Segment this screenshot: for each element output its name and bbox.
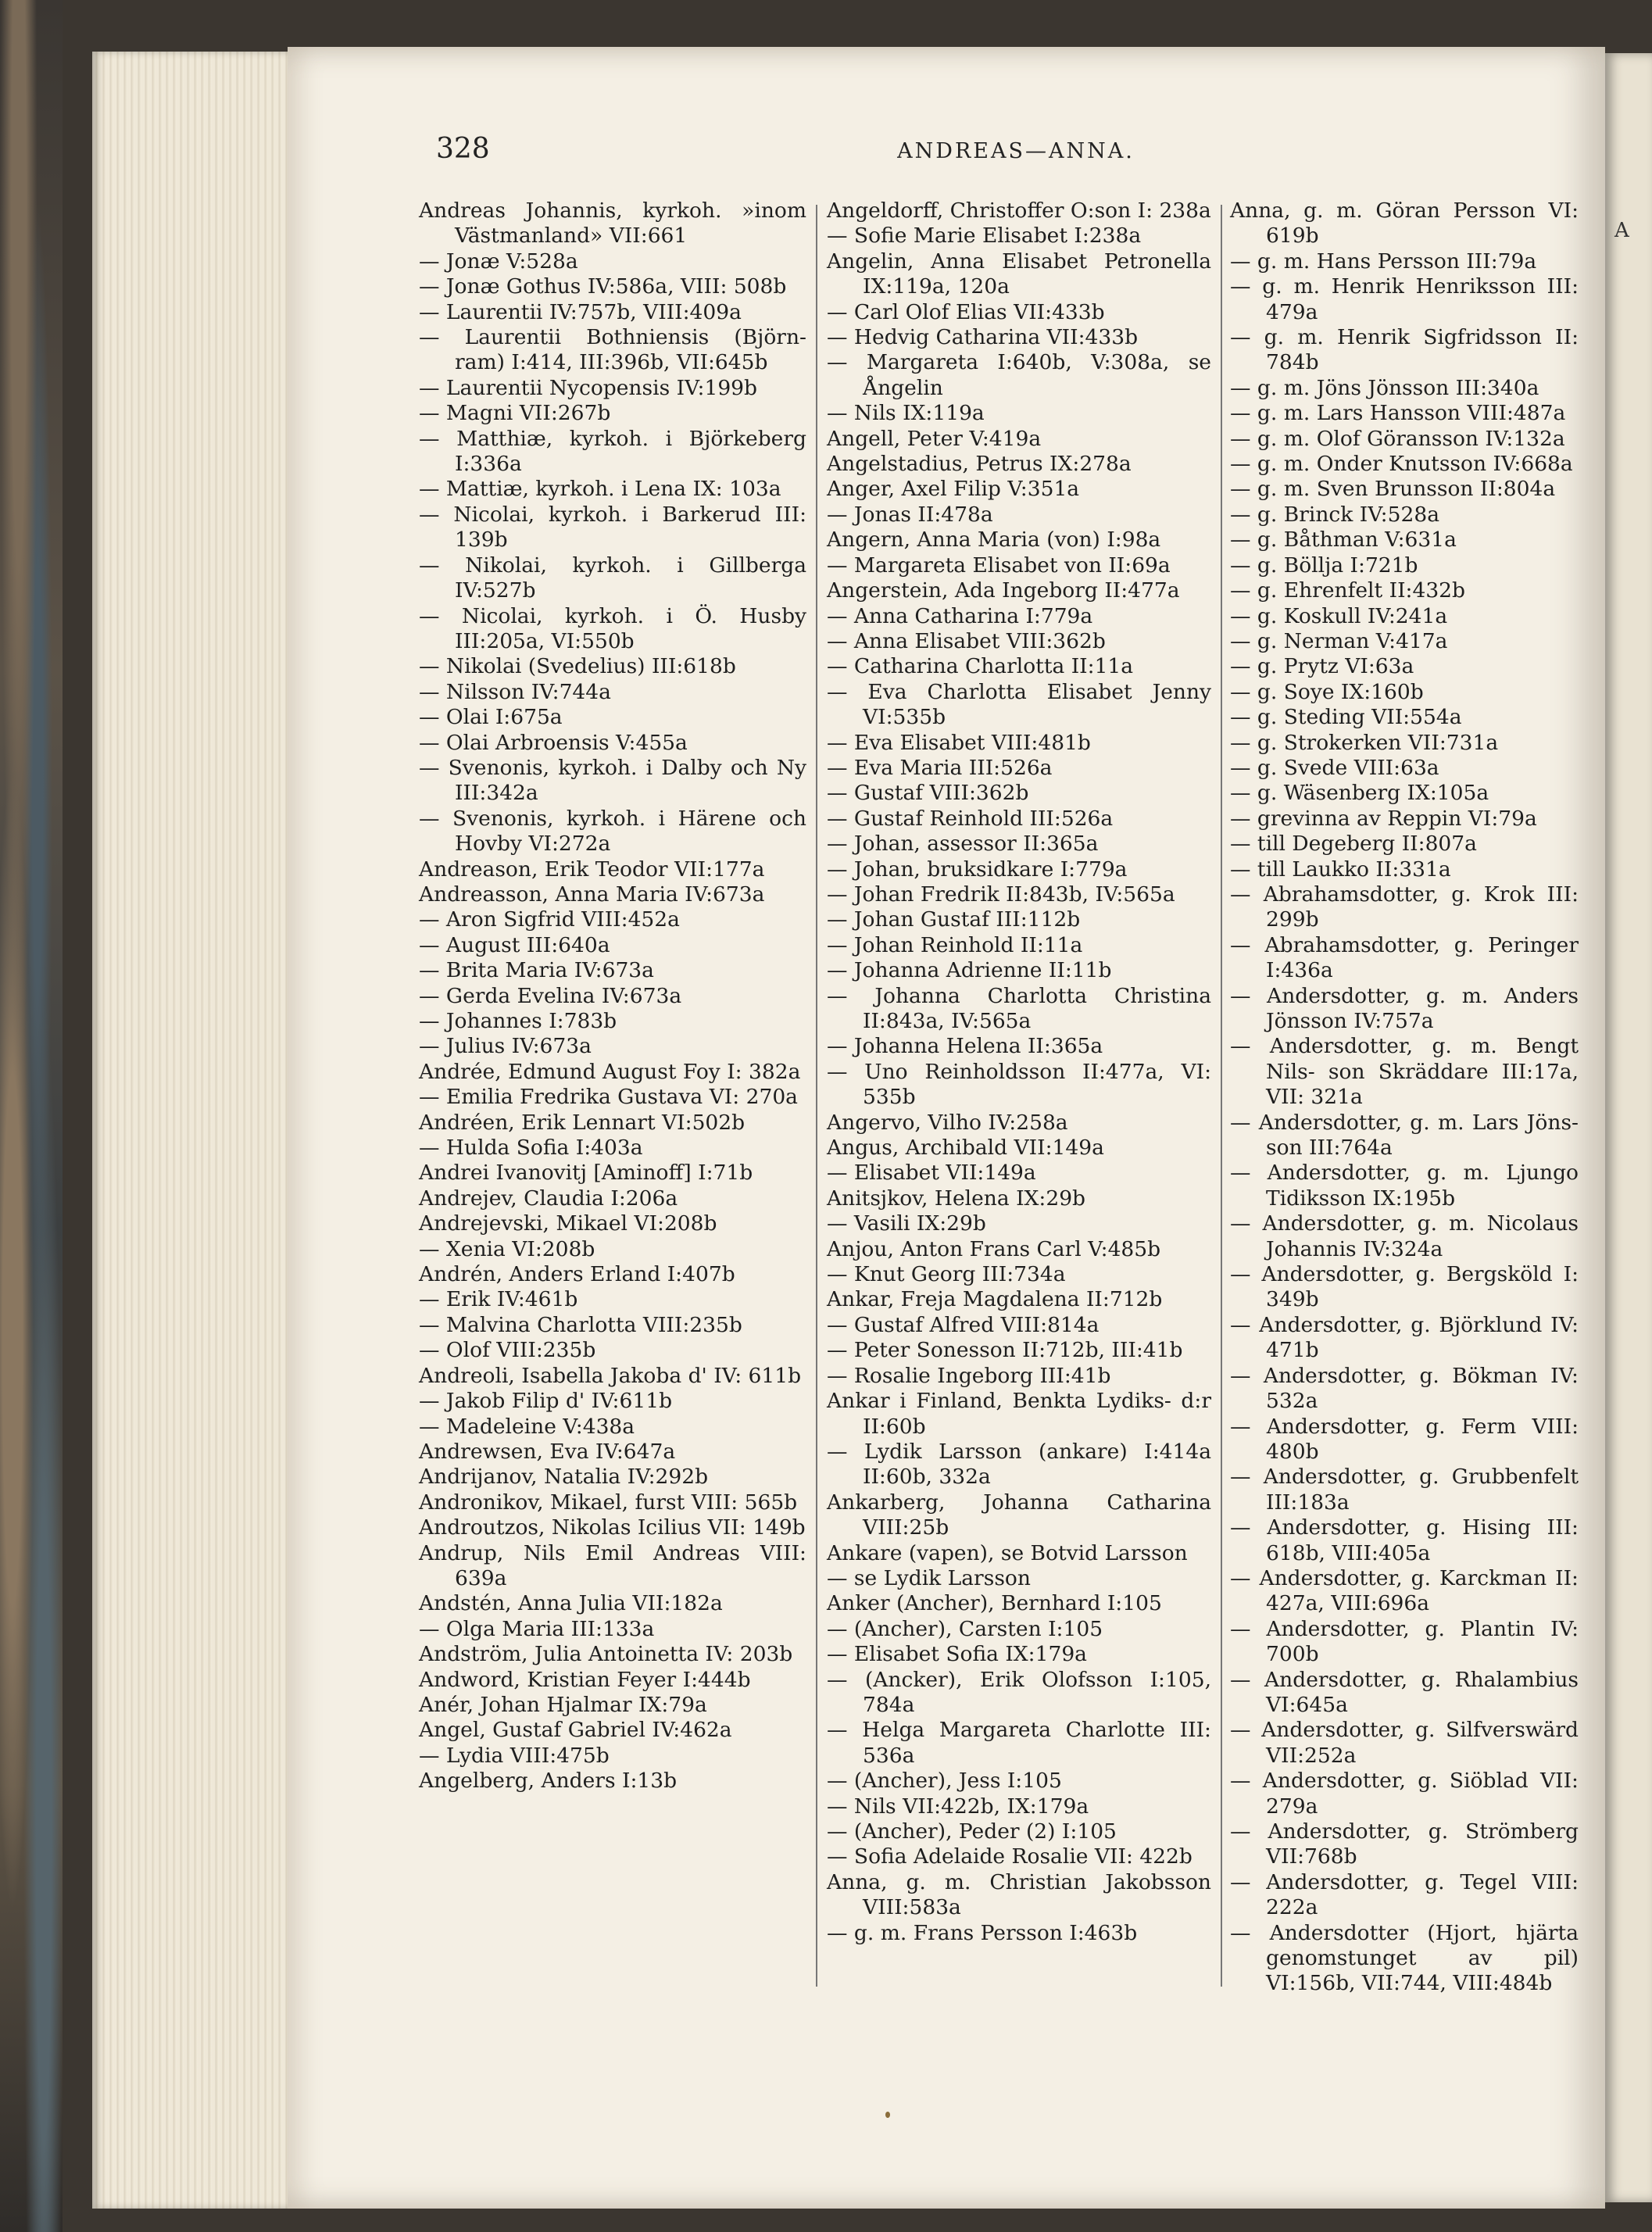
index-entry: Ankarberg, Johanna Catharina VIII:25b — [827, 1490, 1211, 1540]
index-entry: — Andersdotter, g. Karckman II: 427a, VIII:696a — [1230, 1565, 1579, 1616]
index-entry: Andström, Julia Antoinetta IV: 203b — [419, 1642, 793, 1667]
index-entry: — Johan Reinhold II:11a — [827, 932, 1083, 957]
index-entry: — till Degeberg II:807a — [1230, 832, 1477, 857]
index-entry: — Andersdotter, g. Grubbenfelt III:183a — [1230, 1465, 1579, 1515]
index-entry: Angelstadius, Petrus IX:278a — [827, 452, 1132, 477]
index-entry: — Mattiæ, kyrkoh. i Lena IX: 103a — [419, 477, 781, 502]
index-entry: — Nikolai (Svedelius) III:618b — [419, 654, 736, 679]
index-entry: — Andersdotter, g. Bökman IV: 532a — [1230, 1363, 1579, 1414]
index-entry: Angervo, Vilho IV:258a — [827, 1110, 1068, 1135]
index-entry: — Brita Maria IV:673a — [419, 958, 654, 983]
index-entry: Andstén, Anna Julia VII:182a — [419, 1591, 723, 1616]
index-entry: — Andersdotter, g. m. Lars Jöns- son III:764a — [1230, 1110, 1579, 1161]
index-entry: — Madeleine V:438a — [419, 1414, 635, 1439]
index-entry: — Hedvig Catharina VII:433b — [827, 325, 1139, 350]
index-entry: — se Lydik Larsson — [827, 1565, 1031, 1590]
index-entry: Andword, Kristian Feyer I:444b — [419, 1667, 751, 1692]
index-entry: — Olai I:675a — [419, 705, 563, 730]
index-entry: — Eva Charlotta Elisabet Jenny VI:535b — [827, 679, 1211, 730]
index-entry: Andrée, Edmund August Foy I: 382a — [419, 1059, 801, 1084]
index-entry: — Olga Maria III:133a — [419, 1616, 655, 1641]
index-entry: — Nils IX:119a — [827, 401, 985, 426]
index-entry: — Knut Georg III:734a — [827, 1262, 1066, 1287]
index-entry: — Gustaf Reinhold III:526a — [827, 806, 1114, 831]
index-entry: Andreas Johannis, kyrkoh. »inom Västmanland» VII:661 — [419, 199, 806, 249]
index-entry: — August III:640a — [419, 932, 610, 957]
index-entry: — Jakob Filip d' IV:611b — [419, 1389, 673, 1414]
index-entry: — Peter Sonesson II:712b, III:41b — [827, 1338, 1183, 1363]
index-entry: Angell, Peter V:419a — [827, 426, 1042, 451]
index-entry: — Carl Olof Elias VII:433b — [827, 299, 1105, 324]
index-entry: — Andersdotter, g. Siöblad VII: 279a — [1230, 1769, 1579, 1819]
index-entry: — Andersdotter, g. m. Anders Jönsson IV:757a — [1230, 983, 1579, 1033]
index-entry: — g. Brinck IV:528a — [1230, 502, 1439, 527]
index-entry: — Gustaf VIII:362b — [827, 781, 1029, 806]
index-entry: — Andersdotter, g. Strömberg VII:768b — [1230, 1819, 1579, 1869]
index-entry: — Hulda Sofia I:403a — [419, 1136, 643, 1161]
index-entry: Andréen, Erik Lennart VI:502b — [419, 1110, 746, 1135]
index-entry: Andreason, Erik Teodor VII:177a — [419, 857, 765, 882]
index-entry: — Olof VIII:235b — [419, 1338, 596, 1363]
index-entry: — Andersdotter, g. m. Nicolaus Johannis IV:324a — [1230, 1211, 1579, 1261]
index-entry: — g. Böllja I:721b — [1230, 553, 1418, 578]
index-entry: — Andersdotter, g. m. Bengt Nils- son Skräddare III:17a, VII: 321a — [1230, 1034, 1579, 1110]
index-entry: Angus, Archibald VII:149a — [827, 1136, 1104, 1161]
index-entry: — Svenonis, kyrkoh. i Dalby och Ny III:342a — [419, 755, 806, 806]
column-rule — [816, 205, 817, 1987]
index-entry: Angern, Anna Maria (von) I:98a — [827, 528, 1161, 553]
index-entry: Ankar, Freja Magdalena II:712b — [827, 1287, 1163, 1312]
index-entry: — g. Båthman V:631a — [1230, 528, 1457, 553]
index-entry: — Abrahamsdotter, g. Krok III: 299b — [1230, 882, 1579, 932]
index-entry: — Lydia VIII:475b — [419, 1743, 610, 1768]
index-entry: — Sofia Adelaide Rosalie VII: 422b — [827, 1844, 1193, 1869]
index-entry: — Johannes I:783b — [419, 1009, 617, 1033]
index-entry: Angeldorff, Christoffer O:son I: 238a — [827, 199, 1211, 223]
index-entry: — Uno Reinholdsson II:477a, VI: 535b — [827, 1059, 1211, 1110]
index-entry: — g. m. Onder Knutsson IV:668a — [1230, 452, 1573, 477]
index-entry: Angel, Gustaf Gabriel IV:462a — [419, 1718, 732, 1743]
index-entry: — Andersdotter, g. Silfverswärd VII:252a — [1230, 1718, 1579, 1768]
index-entry: — Laurentii IV:757b, VIII:409a — [419, 299, 742, 324]
index-entry: Anna, g. m. Göran Persson VI: 619b — [1230, 199, 1579, 249]
page-number: 328 — [436, 133, 490, 165]
index-entry: — (Ancher), Carsten I:105 — [827, 1616, 1103, 1641]
index-entry: — Anna Catharina I:779a — [827, 603, 1093, 628]
index-entry: — Rosalie Ingeborg III:41b — [827, 1363, 1111, 1388]
index-entry: — g. Strokerken VII:731a — [1230, 730, 1499, 755]
index-entry: — Helga Margareta Charlotte III: 536a — [827, 1718, 1211, 1768]
index-entry: — Johan, bruksidkare I:779a — [827, 857, 1128, 882]
index-entry: — g. Soye IX:160b — [1230, 679, 1424, 704]
index-entry: — Jonas II:478a — [827, 502, 993, 527]
index-entry: — g. m. Henrik Sigfridsson II: 784b — [1230, 325, 1579, 375]
column-rule — [1221, 205, 1222, 1987]
index-entry: — g. Prytz VI:63a — [1230, 654, 1414, 679]
index-entry: Ankare (vapen), se Botvid Larsson — [827, 1540, 1188, 1565]
index-entry: Andronikov, Mikael, furst VIII: 565b — [419, 1490, 798, 1515]
index-entry: — Anna Elisabet VIII:362b — [827, 628, 1106, 653]
index-entry: Andrei Ivanovitj [Aminoff] I:71b — [419, 1161, 753, 1186]
index-entry: — Jonæ Gothus IV:586a, VIII: 508b — [419, 274, 787, 299]
index-entry: — g. Steding VII:554a — [1230, 705, 1462, 730]
index-entry: — Johanna Adrienne II:11b — [827, 958, 1112, 983]
index-entry: Anger, Axel Filip V:351a — [827, 477, 1080, 502]
index-entry: — Andersdotter, g. m. Ljungo Tidiksson IX:195b — [1230, 1161, 1579, 1211]
index-entry: — Jonæ V:528a — [419, 249, 578, 274]
index-entry: — Julius IV:673a — [419, 1034, 592, 1059]
index-entry: — g. m. Jöns Jönsson III:340a — [1230, 375, 1539, 400]
page-edges — [92, 52, 288, 2209]
index-entry: — g. m. Henrik Henriksson III: 479a — [1230, 274, 1579, 324]
index-entry: — Margareta Elisabet von II:69a — [827, 553, 1171, 578]
index-entry: Andrup, Nils Emil Andreas VIII: 639a — [419, 1540, 806, 1590]
index-entry: — g. m. Olof Göransson IV:132a — [1230, 426, 1565, 451]
index-entry: — (Ancher), Peder (2) I:105 — [827, 1819, 1117, 1844]
index-entry: — Nicolai, kyrkoh. i Barkerud III: 139b — [419, 502, 806, 553]
index-entry: — grevinna av Reppin VI:79a — [1230, 806, 1537, 831]
index-entry: Andreasson, Anna Maria IV:673a — [419, 882, 765, 907]
index-entry: — Johan Fredrik II:843b, IV:565a — [827, 882, 1175, 907]
index-entry: — Gustaf Alfred VIII:814a — [827, 1312, 1100, 1337]
index-entry: Anér, Johan Hjalmar IX:79a — [419, 1692, 707, 1717]
index-entry: Andrejev, Claudia I:206a — [419, 1186, 678, 1211]
index-entry: — Andersdotter, g. Ferm VIII: 480b — [1230, 1414, 1579, 1464]
index-entry: — Johan, assessor II:365a — [827, 832, 1099, 857]
index-entry: — Andersdotter, g. Bergsköld I: 349b — [1230, 1262, 1579, 1312]
index-entry: — Matthiæ, kyrkoh. i Björkeberg I:336a — [419, 426, 806, 477]
index-entry: — Nicolai, kyrkoh. i Ö. Husby III:205a, VI:550b — [419, 603, 806, 653]
index-entry: — Andersdotter, g. Rhalambius VI:645a — [1230, 1667, 1579, 1717]
index-entry: — Erik IV:461b — [419, 1287, 578, 1312]
index-entry: — Nikolai, kyrkoh. i Gillberga IV:527b — [419, 553, 806, 603]
index-entry: Angerstein, Ada Ingeborg II:477a — [827, 578, 1180, 603]
index-entry: — Eva Elisabet VIII:481b — [827, 730, 1091, 755]
index-entry: Anjou, Anton Frans Carl V:485b — [827, 1236, 1161, 1261]
index-entry: — g. m. Frans Persson I:463b — [827, 1920, 1138, 1945]
index-entry: — Abrahamsdotter, g. Peringer I:436a — [1230, 932, 1579, 983]
index-entry: Andrewsen, Eva IV:647a — [419, 1439, 676, 1464]
index-entry: Andreoli, Isabella Jakoba d' IV: 611b — [419, 1363, 802, 1388]
index-entry: Anker (Ancher), Bernhard I:105 — [827, 1591, 1162, 1616]
index-entry: — Catharina Charlotta II:11a — [827, 654, 1134, 679]
index-entry: — Nils VII:422b, IX:179a — [827, 1794, 1089, 1819]
index-entry: — Xenia VI:208b — [419, 1236, 595, 1261]
index-entry: — Sofie Marie Elisabet I:238a — [827, 224, 1142, 249]
index-entry: — g. Nerman V:417a — [1230, 628, 1448, 653]
index-entry: — Laurentii Nycopensis IV:199b — [419, 375, 758, 400]
index-entry: Anna, g. m. Christian Jakobsson VIII:583a — [827, 1869, 1211, 1920]
index-entry: — Aron Sigfrid VIII:452a — [419, 907, 680, 932]
index-entry: — Eva Maria III:526a — [827, 755, 1053, 780]
index-entry: — Johanna Charlotta Christina II:843a, IV:565a — [827, 983, 1211, 1033]
index-entry: Ankar i Finland, Benkta Lydiks- d:r II:60b — [827, 1389, 1211, 1439]
index-entry: Angelberg, Anders I:13b — [419, 1769, 678, 1794]
index-entry: — Svenonis, kyrkoh. i Härene och Hovby VI:272a — [419, 806, 806, 857]
index-entry: Androutzos, Nikolas Icilius VII: 149b — [419, 1515, 806, 1540]
index-entry: Anitsjkov, Helena IX:29b — [827, 1186, 1086, 1211]
index-entry: — Andersdotter (Hjort, hjärta genomstunget av pil) VI:156b, VII:744, VIII:484b — [1230, 1920, 1579, 1996]
index-entry: — Elisabet Sofia IX:179a — [827, 1642, 1087, 1667]
facing-page-edge — [1605, 53, 1652, 2202]
index-entry: — g. Ehrenfelt II:432b — [1230, 578, 1466, 603]
marbled-cover-edge — [0, 0, 63, 2232]
index-entry: — Andersdotter, g. Björklund IV: 471b — [1230, 1312, 1579, 1363]
index-entry: — Malvina Charlotta VIII:235b — [419, 1312, 742, 1337]
index-entry: — Gerda Evelina IV:673a — [419, 983, 682, 1008]
index-entry: — g. Koskull IV:241a — [1230, 603, 1448, 628]
index-entry: — (Ancker), Erik Olofsson I:105, 784a — [827, 1667, 1211, 1717]
index-entry: — g. m. Hans Persson III:79a — [1230, 249, 1537, 274]
index-entry: Andrén, Anders Erland I:407b — [419, 1262, 735, 1287]
index-entry: — Elisabet VII:149a — [827, 1161, 1036, 1186]
index-entry: — g. m. Lars Hansson VIII:487a — [1230, 401, 1566, 426]
running-head: ANDREAS—ANNA. — [897, 139, 1135, 163]
index-entry: — Andersdotter, g. Hising III: 618b, VIII:405a — [1230, 1515, 1579, 1565]
ink-spot — [885, 2112, 890, 2118]
index-entry: — Vasili IX:29b — [827, 1211, 986, 1236]
index-entry: Angelin, Anna Elisabet Petronella IX:119a, 120a — [827, 249, 1211, 299]
index-entry: — Emilia Fredrika Gustava VI: 270a — [419, 1085, 798, 1110]
index-entry: — Olai Arbroensis V:455a — [419, 730, 688, 755]
index-entry: Andrejevski, Mikael VI:208b — [419, 1211, 717, 1236]
index-column-3 — [1230, 199, 1579, 1997]
index-entry: — Margareta I:640b, V:308a, se Ångelin — [827, 350, 1211, 400]
index-entry: — (Ancher), Jess I:105 — [827, 1769, 1062, 1794]
index-entry: — Lydik Larsson (ankare) I:414a II:60b, 332a — [827, 1439, 1211, 1490]
index-entry: — Magni VII:267b — [419, 401, 611, 426]
facing-page-letter: A — [1614, 219, 1629, 242]
index-entry: — g. Svede VIII:63a — [1230, 755, 1439, 780]
index-entry: — Andersdotter, g. Tegel VIII: 222a — [1230, 1869, 1579, 1920]
index-entry: — g. m. Sven Brunsson II:804a — [1230, 477, 1556, 502]
index-entry: — Laurentii Bothniensis (Björn- ram) I:414, III:396b, VII:645b — [419, 325, 806, 375]
index-entry: — Nilsson IV:744a — [419, 679, 611, 704]
index-entry: — Johan Gustaf III:112b — [827, 907, 1081, 932]
index-column-1 — [419, 199, 806, 1794]
index-entry: — g. Wäsenberg IX:105a — [1230, 781, 1489, 806]
index-entry: — Johanna Helena II:365a — [827, 1034, 1103, 1059]
index-entry: — Andersdotter, g. Plantin IV: 700b — [1230, 1616, 1579, 1667]
index-column-2 — [827, 199, 1211, 1946]
index-entry: — till Laukko II:331a — [1230, 857, 1451, 882]
index-entry: Andrijanov, Natalia IV:292b — [419, 1465, 709, 1490]
